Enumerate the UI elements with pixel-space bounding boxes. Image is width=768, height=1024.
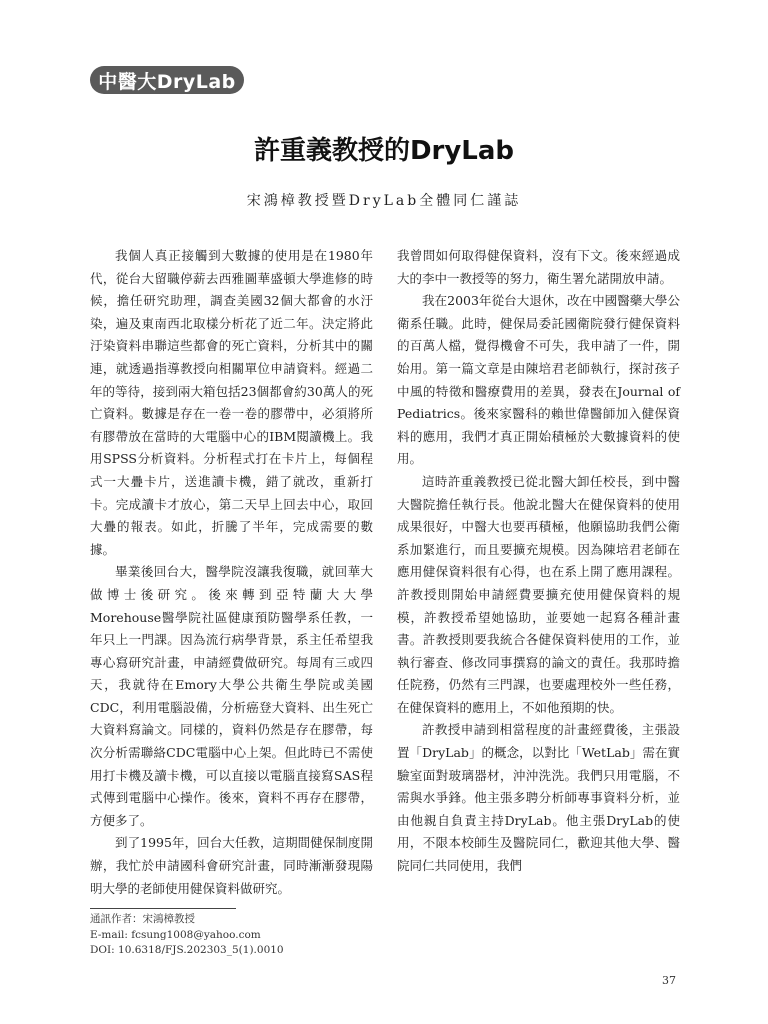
footnote-divider	[90, 908, 236, 909]
left-column	[90, 245, 373, 900]
right-column	[397, 245, 680, 878]
left-paragraph-1: 我個人真正接觸到大數據的使用是在1980年代，從台大留職停薪去西雅圖華盛頓大學進修的時候，擔任研究助理，調查美國32個大都會的水汙染，遍及東南西北取樣分析花了近二年。決定將此汙染資料串聯這些都會的死亡資料，分析其中的關連，就透過指導教授向相關單位申請資料。經過二年的等待，接到兩大箱包括23個都會約30萬人的死亡資料。數據是存在一卷一卷的膠帶中，必須將所有膠帶放在當時的大電腦中心的IBM閱讀機上。我用SPSS分析資料。分析程式打在卡片上，每個程式一大疊卡片，送進讀卡機，錯了就改，重新打卡。完成讀卡才放心，第二天早上回去中心，取回大疊的報表。如此，折騰了半年，完成需要的數據。	[90, 248, 373, 557]
footnote	[90, 912, 284, 959]
right-paragraph-4: 許教授申請到相當程度的計畫經費後，主張設置「DryLab」的概念，以對比「WetLab」需在實驗室面對玻璃器材，沖沖洗洗。我們只用電腦，不需與水爭鋒。他主張多聘分析師專事資料分析，並由他親自負責主持DryLab。他主張DryLab的使用，不限本校師生及醫院同仁，歡迎其他大學、醫院同仁共同使用，我們	[397, 722, 680, 874]
right-paragraph-2: 我在2003年從台大退休，改在中國醫藥大學公衛系任職。此時，健保局委託國衛院發行健保資料的百萬人檔，覺得機會不可失，我申請了一件，開始用。第一篇文章是由陳培君老師執行，探討孩子中風的特徵和醫療費用的差異，發表在Journal of Pediatrics。後來家醫科的賴世偉醫師加入健保資料的應用，我們才真正開始積極於大數據資料的使用。	[397, 293, 680, 467]
article-author: 宋鴻樟教授暨DryLab全體同仁謹誌	[246, 193, 522, 209]
page-number: 37	[662, 974, 676, 987]
right-paragraph-3: 這時許重義教授已從北醫大卸任校長，到中醫大醫院擔任執行長。他說北醫大在健保資料的使用成果很好，中醫大也要再積極，他願協助我們公衛系加緊進行，而且要擴充規模。因為陳培君老師在應用健保資料很有心得，也在系上開了應用課程。許教授則開始申請經費要擴充使用健保資料的規模，許教授希望她協助，並要她一起寫各種計畫書。許教授則要我統合各健保資料使用的工作，並執行審查、修改同事撰寫的論文的責任。我那時擔任院務，仍然有三門課，也要處理校外一些任務，在健保資料的應用上，不如他預期的快。	[397, 473, 680, 715]
section-badge	[90, 66, 244, 94]
doi: DOI: 10.6318/FJS.202303_5(1).0010	[90, 944, 284, 956]
left-paragraph-3: 到了1995年，回台大任教，這期間健保制度開辦，我忙於申請國科會研究計畫，同時漸漸發現陽明大學的老師使用健保資料做研究。	[90, 835, 373, 896]
corresponding-author: 通訊作者：宋鴻樟教授	[90, 913, 195, 925]
author-email: E-mail: fcsung1008@yahoo.com	[90, 928, 261, 941]
section-badge-label: 中醫大DryLab	[98, 70, 236, 93]
left-paragraph-2: 畢業後回台大，醫學院沒讓我復職，就回華大做博士後研究。後來轉到亞特蘭大大學Morehouse醫學院社區健康預防醫學系任教，一年只上一門課。因為流行病學背景，系主任希望我專心寫研究計畫，申請經費做研究。每周有三或四天，我就待在Emory大學公共衛生學院或美國CDC，利用電腦設備，分析癌登大資料、出生死亡大資料寫論文。同樣的，資料仍然是存在膠帶，每次分析需聯絡CDC電腦中心上架。但此時已不需使用打卡機及讀卡機，可以直接以電腦直接寫SAS程式傳到電腦中心操作。後來，資料不再存在膠帶，方便多了。	[90, 564, 373, 828]
article-title: 許重義教授的DryLab	[253, 136, 515, 166]
right-paragraph-1: 我曾問如何取得健保資料，沒有下文。後來經過成大的李中一教授等的努力，衛生署允諾開放申請。	[397, 248, 680, 286]
